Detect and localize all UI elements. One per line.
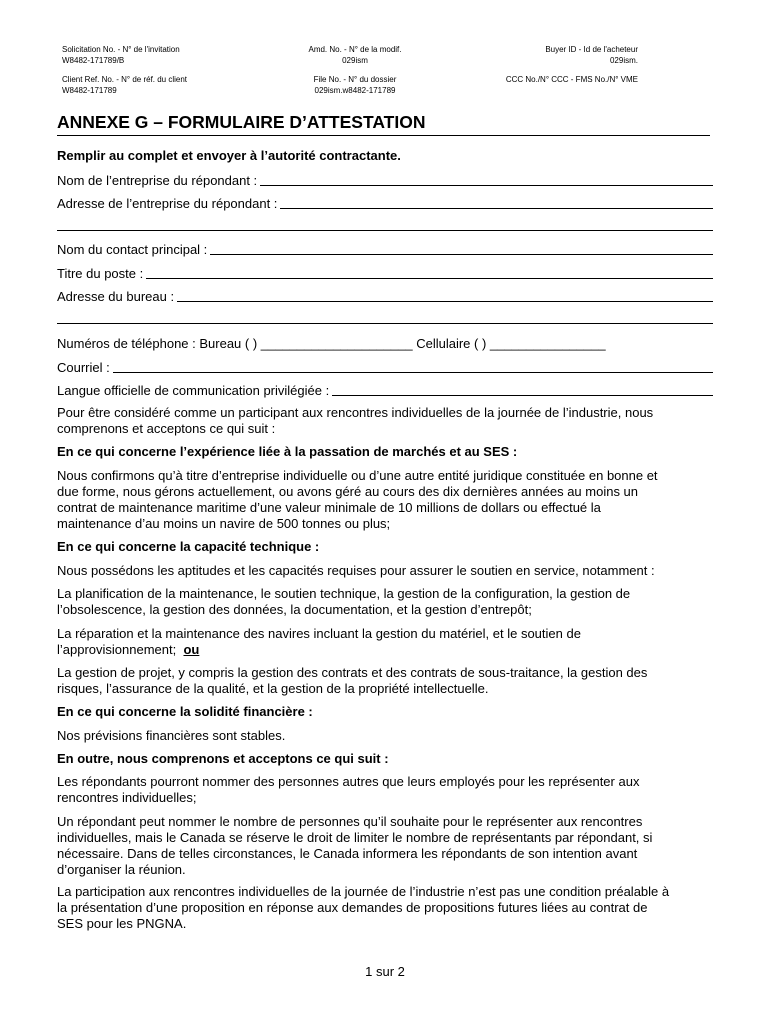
- title-divider: [57, 135, 710, 136]
- ccc-number: [460, 74, 638, 85]
- job-title-label: Titre du poste :: [57, 266, 144, 281]
- job-title-field[interactable]: [57, 265, 713, 281]
- file-value: 029ism.w8482-171789: [314, 86, 396, 95]
- office-address-field[interactable]: [57, 288, 713, 304]
- further-paragraph-3: [57, 884, 717, 932]
- further-line: d’organiser la réunion.: [57, 862, 186, 877]
- further-line: SES pour les PNGNA.: [57, 916, 187, 931]
- office-address-line[interactable]: [177, 301, 713, 302]
- job-title-line[interactable]: [146, 278, 713, 279]
- intro-paragraph: [57, 405, 717, 437]
- further-line: nécessaire. Dans de telles circonstances, le Canada informera les répondants de son intention avant: [57, 846, 638, 861]
- further-line: La participation aux rencontres individuelles de la journée de l’industrie n’est pas une condition préalable à: [57, 884, 670, 899]
- experience-line: contrat de maintenance maritime d’une valeur minimale de 10 millions de dollars ou effectué la: [57, 500, 601, 515]
- client-label: Client Ref. No. - N° de réf. du client: [62, 75, 188, 84]
- further-paragraph-1: [57, 774, 717, 806]
- further-paragraph-2: [57, 814, 717, 878]
- file-number: [240, 74, 470, 96]
- experience-line: maintenance d’au moins un navire de 500 tonnes ou plus;: [57, 516, 391, 531]
- buyer-value: 029ism.: [609, 56, 638, 65]
- office-address-extra-line[interactable]: [57, 323, 713, 324]
- technical-item-line: [57, 642, 717, 658]
- experience-line: due forme, nous gérons actuellement, ou avons géré au cours des dix dernières années au moins un: [57, 484, 639, 499]
- or-connector: ou: [183, 642, 200, 657]
- email-label: Courriel :: [57, 360, 110, 375]
- technical-item-line: La gestion de projet, y compris la gestion des contrats et des contrats de sous-traitance, la gestion des: [57, 665, 648, 680]
- amendment-number: [240, 44, 470, 66]
- technical-item-maintenance: [57, 586, 717, 618]
- intro-line: comprenons et acceptons ce qui suit :: [57, 421, 276, 436]
- technical-item-line: l’obsolescence, la gestion des données, la documentation, et la gestion d’entrepôt;: [57, 602, 532, 617]
- solicitation-value: W8482-171789/B: [62, 56, 125, 65]
- contact-name-line[interactable]: [210, 254, 713, 255]
- technical-item-line: risques, l’assurance de la qualité, et la gestion de la propriété intellectuelle.: [57, 681, 489, 696]
- buyer-label: Buyer ID - Id de l'acheteur: [545, 45, 638, 54]
- further-line: rencontres individuelles;: [57, 790, 197, 805]
- company-name-field[interactable]: [57, 172, 713, 188]
- solicitation-label: Solicitation No. - N° de l'invitation: [62, 45, 180, 54]
- technical-item-repair: [57, 626, 717, 658]
- file-label: File No. - N° du dossier: [313, 75, 397, 84]
- experience-paragraph: [57, 468, 717, 532]
- heading-further: En outre, nous comprenons et acceptons ce qui suit :: [57, 751, 389, 766]
- client-value: W8482-171789: [62, 86, 117, 95]
- page-number: 1 sur 2: [365, 964, 405, 979]
- company-name-label: Nom de l’entreprise du répondant :: [57, 173, 258, 188]
- heading-technical: En ce qui concerne la capacité technique :: [57, 539, 320, 554]
- email-field[interactable]: [57, 359, 713, 375]
- company-address-field[interactable]: [57, 195, 713, 211]
- further-line: Les répondants pourront nommer des personnes autres que leurs employés pour les représenter aux: [57, 774, 640, 789]
- client-reference: [62, 74, 187, 96]
- buyer-id: [460, 44, 638, 66]
- page-title: ANNEXE G – FORMULAIRE D’ATTESTATION: [57, 112, 426, 132]
- further-line: individuelles, mais le Canada se réserve le droit de limiter le nombre de représentants par répondant, si: [57, 830, 653, 845]
- phone-numbers-field[interactable]: Numéros de téléphone : Bureau ( ) _____________________ Cellulaire ( ) ________________: [57, 336, 606, 351]
- contact-name-label: Nom du contact principal :: [57, 242, 208, 257]
- heading-experience: En ce qui concerne l’expérience liée à la passation de marchés et au SES :: [57, 444, 518, 459]
- language-line[interactable]: [332, 395, 713, 396]
- technical-item-project: [57, 665, 717, 697]
- technical-item-line: La planification de la maintenance, le soutien technique, la gestion de la configuration, la gestion de: [57, 586, 631, 601]
- language-field[interactable]: [57, 382, 713, 398]
- further-line: Un répondant peut nommer le nombre de personnes qu’il souhaite pour le représenter aux rencontres: [57, 814, 643, 829]
- company-name-line[interactable]: [260, 185, 713, 186]
- language-label: Langue officielle de communication privilégiée :: [57, 383, 330, 398]
- company-address-line[interactable]: [280, 208, 713, 209]
- ccc-label: CCC No./N° CCC - FMS No./N° VME: [505, 75, 638, 84]
- experience-line: Nous confirmons qu’à titre d’entreprise individuelle ou d’une autre entité juridique constituée en bonne et: [57, 468, 658, 483]
- amendment-value: 029ism: [342, 56, 368, 65]
- financial-text: Nos prévisions financières sont stables.: [57, 728, 286, 743]
- amendment-label: Amd. No. - N° de la modif.: [308, 45, 402, 54]
- company-address-extra-line[interactable]: [57, 230, 713, 231]
- instruction-text: Remplir au complet et envoyer à l’autorité contractante.: [57, 148, 401, 163]
- company-address-label: Adresse de l’entreprise du répondant :: [57, 196, 278, 211]
- office-address-label: Adresse du bureau :: [57, 289, 175, 304]
- further-line: la présentation d’une proposition en réponse aux demandes de propositions futures liées au contrat de: [57, 900, 648, 915]
- intro-line: Pour être considéré comme un participant aux rencontres individuelles de la journée de l’industrie, nous: [57, 405, 654, 420]
- technical-intro: Nous possédons les aptitudes et les capacités requises pour assurer le soutien en service, notamment :: [57, 563, 655, 578]
- technical-item-line: La réparation et la maintenance des navires incluant la gestion du matériel, et le soutien de: [57, 626, 581, 641]
- heading-financial: En ce qui concerne la solidité financière :: [57, 704, 313, 719]
- solicitation-number: [62, 44, 180, 66]
- technical-item-text: l’approvisionnement;: [57, 642, 177, 657]
- contact-name-field[interactable]: [57, 241, 713, 257]
- email-line[interactable]: [113, 372, 713, 373]
